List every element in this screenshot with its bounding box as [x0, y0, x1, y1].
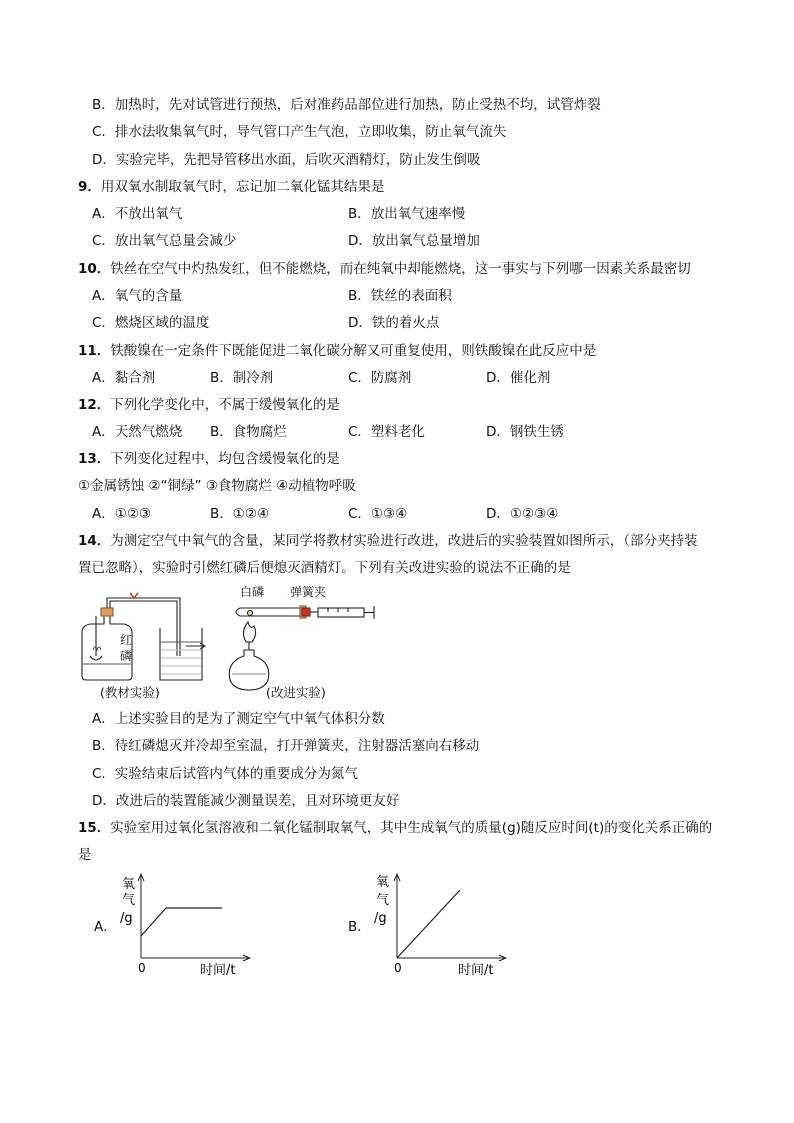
q12-number: 12． [78, 397, 111, 413]
q15-graph-a [112, 870, 262, 980]
q10-stem [78, 260, 691, 278]
q14-number: 14． [78, 533, 111, 549]
q10-number: 10． [78, 261, 111, 277]
q9-option-b: B．放出氧气速率慢 [348, 206, 466, 222]
q11-option-a: A．黏合剂 [92, 370, 156, 386]
q15-option-b-label: B． [348, 919, 371, 935]
q8-option-d: D．实验完毕，先把导管移出水面，后吹灭酒精灯，防止发生倒吸 [92, 152, 481, 168]
q14-stem-line-2: 置已忽略），实验时引燃红磷后便熄灭酒精灯。下列有关改进实验的说法不正确的是 [78, 560, 571, 576]
graph-a-origin: 0 [138, 961, 146, 975]
graph-b-ylabel-1: 氧 [376, 875, 390, 890]
q14-caption-textbook: (教材实验) [100, 685, 160, 700]
q10-stem-text: 铁丝在空气中灼热发红，但不能燃烧，而在纯氧中却能燃烧，这一事实与下列哪一因素关系最密切 [110, 261, 691, 277]
q11-option-b: B．制冷剂 [210, 370, 274, 386]
q9-number: 9． [78, 179, 101, 195]
q12-option-c: C．塑料老化 [348, 424, 425, 440]
label-red-phosphorus-1: 红 [120, 633, 133, 647]
label-red-phosphorus-2: 磷 [120, 649, 133, 663]
q14-option-a: A．上述实验目的是为了测定空气中氧气体积分数 [92, 711, 385, 727]
textbook-apparatus-drawing [82, 593, 202, 680]
improved-apparatus-drawing [229, 606, 374, 690]
q9-option-d: D．放出氧气总量增加 [348, 233, 480, 249]
graph-a-ylabel-1: 氧 [122, 877, 136, 892]
q11-option-d: D．催化剂 [486, 370, 551, 386]
q12-option-b: B．食物腐烂 [210, 424, 287, 440]
q10-option-c: C．燃烧区域的温度 [92, 315, 210, 331]
q15-option-a-label: A． [94, 919, 117, 935]
q12-option-d: D．钢铁生锈 [486, 424, 564, 440]
graph-a-xlabel: 时间/t [200, 963, 236, 978]
q9-option-c: C．放出氧气总量会减少 [92, 233, 237, 249]
q11-stem [78, 342, 596, 360]
q8-option-b: B．加热时，先对试管进行预热，后对准药品部位进行加热，防止受热不均，试管炸裂 [92, 97, 601, 113]
q10-option-b: B．铁丝的表面积 [348, 288, 452, 304]
q15-stem-line-2: 是 [78, 847, 92, 863]
graph-a-ylabel-2: 气 [122, 893, 136, 908]
q13-option-a: A．①②③ [92, 506, 152, 522]
q13-items: ①金属锈蚀 ②“铜绿” ③食物腐烂 ④动植物呼吸 [78, 478, 356, 494]
q15-stem-text-1: 实验室用过氧化氢溶液和二氧化锰制取氧气，其中生成氧气的质量(g)随反应时间(t)的变化关系正确的 [110, 820, 713, 836]
q15-stem-line-1 [78, 819, 712, 837]
q14-stem-line-1 [78, 532, 698, 550]
q14-stem-text-1: 为测定空气中氧气的含量，某同学将教材实验进行改进，改进后的实验装置如图所示，（部分夹持装 [110, 533, 698, 549]
q14-option-d: D．改进后的装置能减少测量误差，且对环境更友好 [92, 793, 400, 809]
q11-option-c: C．防腐剂 [348, 370, 412, 386]
q12-option-a: A．天然气燃烧 [92, 424, 183, 440]
q9-option-a: A．不放出氧气 [92, 206, 183, 222]
q13-option-c: C．①③④ [348, 506, 408, 522]
q13-stem-text: 下列变化过程中，均包含缓慢氧化的是 [110, 451, 340, 467]
q10-option-d: D．铁的着火点 [348, 315, 440, 331]
graph-b-xlabel: 时间/t [458, 963, 494, 978]
q8-option-c: C．排水法收集氧气时，导气管口产生气泡，立即收集，防止氧气流失 [92, 124, 507, 140]
q14-option-c: C．实验结束后试管内气体的重要成分为氮气 [92, 766, 358, 782]
q13-stem [78, 450, 340, 468]
q13-option-d: D．①②③④ [486, 506, 559, 522]
arrow-icon [186, 643, 205, 649]
q11-number: 11． [78, 343, 111, 359]
graph-b-curve [397, 890, 460, 958]
q13-option-b: B．①②④ [210, 506, 270, 522]
q10-option-a: A．氧气的含量 [92, 288, 183, 304]
graph-a-ylabel-3: /g [120, 911, 133, 926]
q15-graph-b [368, 870, 518, 980]
q9-stem-text: 用双氧水制取氧气时，忘记加二氧化锰其结果是 [100, 179, 385, 195]
graph-b-origin: 0 [394, 961, 402, 975]
q13-number: 13． [78, 451, 111, 467]
q11-stem-text: 铁酸镍在一定条件下既能促进二氧化碳分解又可重复使用，则铁酸镍在此反应中是 [110, 343, 597, 359]
label-white-phosphorus: 白磷 [240, 585, 265, 599]
q12-stem [78, 396, 340, 414]
q12-stem-text: 下列化学变化中，不属于缓慢氧化的是 [110, 397, 340, 413]
q14-caption-improved: (改进实验) [266, 685, 326, 700]
label-spring-clamp: 弹簧夹 [290, 585, 327, 599]
q9-stem [78, 178, 384, 196]
graph-b-ylabel-3: /g [374, 911, 387, 926]
q14-option-b: B．待红磷熄灭并冷却至室温，打开弹簧夹，注射器活塞向右移动 [92, 738, 480, 754]
graph-a-curve [141, 908, 222, 936]
graph-b-ylabel-2: 气 [376, 893, 390, 908]
q15-number: 15． [78, 820, 111, 836]
